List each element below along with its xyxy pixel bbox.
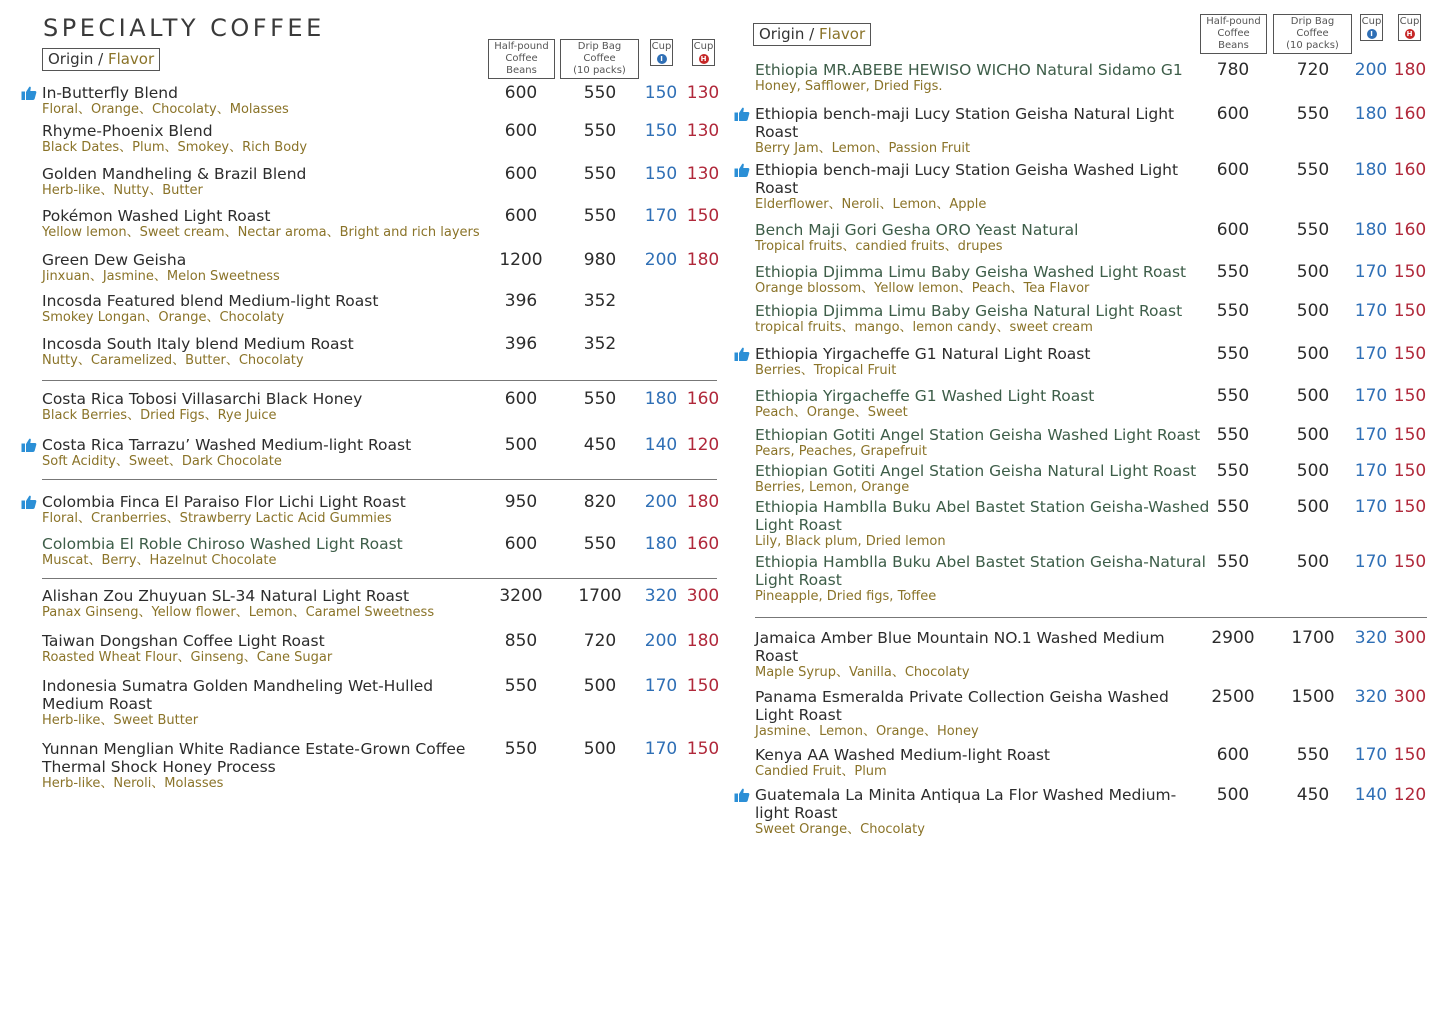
thumbs-up-icon <box>21 437 37 453</box>
price-drip: 550 <box>583 83 617 103</box>
price-half: 2900 <box>1211 628 1255 648</box>
header-cup-hot-right: Cup H <box>1398 14 1421 41</box>
price-half: 396 <box>504 291 538 311</box>
menu-item <box>755 61 1210 95</box>
price-ice: 170 <box>1354 386 1388 406</box>
flavor-notes: Sweet Orange、Chocolaty <box>755 822 925 837</box>
ice-icon: I <box>1367 29 1377 39</box>
flavor-notes: Floral、Cranberries、Strawberry Lactic Acid Gummies <box>42 511 392 526</box>
price-drip: 500 <box>1296 344 1330 364</box>
price-ice: 150 <box>644 121 678 141</box>
menu-item <box>42 292 472 326</box>
header-cup-hot-left: Cup H <box>692 39 715 66</box>
price-hot: 150 <box>1393 344 1427 364</box>
price-drip: 550 <box>583 164 617 184</box>
coffee-name: Kenya AA Washed Medium-light Roast <box>755 746 1051 764</box>
price-drip: 500 <box>583 739 617 759</box>
price-drip: 500 <box>1296 552 1330 572</box>
price-hot: 150 <box>1393 301 1427 321</box>
thumbs-up-icon <box>734 162 750 178</box>
menu-item <box>755 746 1210 780</box>
menu-item <box>42 436 472 470</box>
coffee-name: Taiwan Dongshan Coffee Light Roast <box>42 632 325 650</box>
header-drip-bag-left: Drip Bag Coffee (10 packs) <box>560 39 639 79</box>
price-half: 600 <box>504 121 538 141</box>
price-hot: 120 <box>1393 785 1427 805</box>
price-drip: 450 <box>583 435 617 455</box>
coffee-name: Incosda Featured blend Medium-light Roast <box>42 292 379 310</box>
flavor-notes: Jasmine、Lemon、Orange、Honey <box>755 724 979 739</box>
price-drip: 450 <box>1296 785 1330 805</box>
price-ice: 140 <box>644 435 678 455</box>
flavor-notes: Black Dates、Plum、Smokey、Rich Body <box>42 140 308 155</box>
flavor-notes: Herb-like、Nutty、Butter <box>42 183 203 198</box>
menu-item <box>42 207 480 241</box>
menu-item <box>42 587 472 621</box>
price-ice: 140 <box>1354 785 1388 805</box>
price-hot: 120 <box>686 435 720 455</box>
price-drip: 500 <box>583 676 617 696</box>
coffee-name: Ethiopia Yirgacheffe G1 Washed Light Roast <box>755 387 1095 405</box>
price-half: 550 <box>1216 344 1250 364</box>
price-hot: 150 <box>1393 262 1427 282</box>
coffee-name: Bench Maji Gori Gesha ORO Yeast Natural <box>755 221 1079 239</box>
coffee-name: Indonesia Sumatra Golden Mandheling Wet-Hulled Medium Roast <box>42 677 434 713</box>
flavor-notes: Pears, Peaches, Grapefruit <box>755 444 927 459</box>
menu-item <box>755 462 1210 496</box>
flavor-notes: Maple Syrup、Vanilla、Chocolaty <box>755 665 970 680</box>
price-ice: 150 <box>644 83 678 103</box>
price-hot: 130 <box>686 164 720 184</box>
price-hot: 150 <box>1393 552 1427 572</box>
price-ice: 320 <box>1354 628 1388 648</box>
price-hot: 300 <box>1393 628 1427 648</box>
menu-item <box>755 498 1210 550</box>
menu-item <box>755 263 1210 297</box>
price-drip: 720 <box>583 631 617 651</box>
menu-item <box>755 105 1210 157</box>
thumbs-up-icon <box>734 346 750 362</box>
price-half: 396 <box>504 334 538 354</box>
origin-flavor-legend-left <box>42 48 160 71</box>
flavor-notes: Muscat、Berry、Hazelnut Chocolate <box>42 553 277 568</box>
price-drip: 1700 <box>1291 628 1335 648</box>
price-ice: 320 <box>644 586 678 606</box>
menu-item <box>755 302 1210 336</box>
legend-origin: Origin <box>759 25 805 43</box>
price-half: 3200 <box>499 586 543 606</box>
header-cup-ice-left: Cup I <box>650 39 673 66</box>
coffee-name: Costa Rica Tobosi Villasarchi Black Honey <box>42 390 363 408</box>
thumbs-up-icon <box>21 85 37 101</box>
menu-item <box>42 632 472 666</box>
legend-origin: Origin <box>48 50 94 68</box>
flavor-notes: Soft Acidity、Sweet、Dark Chocolate <box>42 454 282 469</box>
header-cup-ice-right: Cup I <box>1360 14 1383 41</box>
coffee-name: Ethiopia Hamblla Buku Abel Bastet Station Geisha-Washed Light Roast <box>755 498 1210 534</box>
price-drip: 550 <box>1296 160 1330 180</box>
menu-item <box>755 345 1210 379</box>
flavor-notes: Peach、Orange、Sweet <box>755 405 908 420</box>
coffee-name: Colombia Finca El Paraiso Flor Lichi Light Roast <box>42 493 406 511</box>
flavor-notes: Berries, Lemon, Orange <box>755 480 910 495</box>
menu-item <box>42 740 472 792</box>
price-half: 2500 <box>1211 687 1255 707</box>
menu-item <box>42 122 472 156</box>
flavor-notes: Berries、Tropical Fruit <box>755 363 897 378</box>
divider <box>755 617 1427 618</box>
price-ice: 170 <box>1354 552 1388 572</box>
price-drip: 352 <box>583 291 617 311</box>
price-half: 550 <box>504 676 538 696</box>
price-half: 600 <box>504 206 538 226</box>
price-ice: 170 <box>644 739 678 759</box>
menu-item <box>42 493 472 527</box>
coffee-name: In-Butterfly Blend <box>42 84 178 102</box>
menu-item <box>42 251 472 285</box>
menu-item <box>755 688 1210 740</box>
menu-item <box>755 161 1210 213</box>
flavor-notes: Yellow lemon、Sweet cream、Nectar aroma、Bright and rich layers <box>42 225 480 240</box>
flavor-notes: Honey, Safflower, Dried Figs. <box>755 79 943 94</box>
price-drip: 500 <box>1296 386 1330 406</box>
price-drip: 1500 <box>1291 687 1335 707</box>
divider <box>42 380 717 381</box>
price-ice: 200 <box>644 250 678 270</box>
coffee-name: Ethiopia Yirgacheffe G1 Natural Light Roast <box>755 345 1091 363</box>
price-hot: 150 <box>1393 425 1427 445</box>
price-hot: 180 <box>686 492 720 512</box>
price-half: 600 <box>504 534 538 554</box>
price-half: 600 <box>504 83 538 103</box>
price-drip: 500 <box>1296 425 1330 445</box>
price-hot: 150 <box>1393 461 1427 481</box>
price-drip: 1700 <box>578 586 622 606</box>
legend-flavor: Flavor <box>107 50 155 68</box>
price-drip: 980 <box>583 250 617 270</box>
price-hot: 130 <box>686 121 720 141</box>
header-drip-bag-right: Drip Bag Coffee (10 packs) <box>1273 14 1352 54</box>
price-ice: 150 <box>644 164 678 184</box>
price-half: 550 <box>1216 425 1250 445</box>
coffee-name: Rhyme-Phoenix Blend <box>42 122 213 140</box>
coffee-name: Guatemala La Minita Antiqua La Flor Washed Medium-light Roast <box>755 786 1177 822</box>
price-drip: 550 <box>1296 220 1330 240</box>
flavor-notes: Roasted Wheat Flour、Ginseng、Cane Sugar <box>42 650 333 665</box>
flavor-notes: Black Berries、Dried Figs、Rye Juice <box>42 408 277 423</box>
price-ice: 200 <box>644 492 678 512</box>
price-drip: 500 <box>1296 461 1330 481</box>
price-hot: 180 <box>686 250 720 270</box>
flavor-notes: Pineapple, Dried figs, Toffee <box>755 589 937 604</box>
price-ice: 170 <box>644 206 678 226</box>
coffee-name: Ethiopian Gotiti Angel Station Geisha Natural Light Roast <box>755 462 1197 480</box>
flavor-notes: Tropical fruits、candied fruits、drupes <box>755 239 1003 254</box>
price-half: 600 <box>1216 220 1250 240</box>
price-half: 600 <box>504 389 538 409</box>
menu-item <box>42 390 472 424</box>
price-ice: 170 <box>1354 262 1388 282</box>
price-half: 500 <box>1216 785 1250 805</box>
coffee-name: Ethiopia bench-maji Lucy Station Geisha Washed Light Roast <box>755 161 1179 197</box>
flavor-notes: Elderflower、Neroli、Lemon、Apple <box>755 197 987 212</box>
price-ice: 170 <box>1354 461 1388 481</box>
price-hot: 160 <box>1393 220 1427 240</box>
menu-item <box>755 426 1210 460</box>
header-half-pound-right: Half-pound Coffee Beans <box>1200 14 1267 54</box>
price-hot: 150 <box>686 739 720 759</box>
menu-item <box>42 535 472 569</box>
header-half-pound-left: Half-pound Coffee Beans <box>488 39 555 79</box>
price-drip: 550 <box>583 389 617 409</box>
price-half: 600 <box>1216 745 1250 765</box>
coffee-name: Pokémon Washed Light Roast <box>42 207 271 225</box>
flavor-notes: Panax Ginseng、Yellow flower、Lemon、Caramel Sweetness <box>42 605 435 620</box>
flavor-notes: Herb-like、Sweet Butter <box>42 713 199 728</box>
coffee-name: Ethiopia bench-maji Lucy Station Geisha Natural Light Roast <box>755 105 1175 141</box>
price-hot: 160 <box>686 534 720 554</box>
ice-icon: I <box>657 54 667 64</box>
coffee-name: Panama Esmeralda Private Collection Geisha Washed Light Roast <box>755 688 1169 724</box>
price-half: 550 <box>1216 262 1250 282</box>
price-half: 600 <box>1216 104 1250 124</box>
flavor-notes: Candied Fruit、Plum <box>755 764 887 779</box>
price-ice: 170 <box>1354 745 1388 765</box>
coffee-name: Jamaica Amber Blue Mountain NO.1 Washed Medium Roast <box>755 629 1165 665</box>
menu-item <box>755 629 1210 681</box>
price-ice: 180 <box>644 534 678 554</box>
coffee-name: Ethiopia Hamblla Buku Abel Bastet Station Geisha-Natural Light Roast <box>755 553 1206 589</box>
legend-slash: / <box>804 25 819 43</box>
coffee-name: Green Dew Geisha <box>42 251 187 269</box>
price-ice: 320 <box>1354 687 1388 707</box>
menu-item <box>42 677 472 729</box>
price-drip: 352 <box>583 334 617 354</box>
hot-icon: H <box>699 54 709 64</box>
price-hot: 300 <box>1393 687 1427 707</box>
divider <box>42 479 717 480</box>
price-ice: 180 <box>1354 160 1388 180</box>
price-hot: 160 <box>1393 160 1427 180</box>
price-ice: 200 <box>644 631 678 651</box>
flavor-notes: Orange blossom、Yellow lemon、Peach、Tea Flavor <box>755 281 1090 296</box>
price-half: 550 <box>1216 386 1250 406</box>
coffee-name: Alishan Zou Zhuyuan SL-34 Natural Light Roast <box>42 587 410 605</box>
price-half: 780 <box>1216 60 1250 80</box>
price-hot: 150 <box>1393 745 1427 765</box>
menu-item <box>755 786 1210 838</box>
price-hot: 160 <box>686 389 720 409</box>
price-half: 850 <box>504 631 538 651</box>
price-half: 550 <box>1216 461 1250 481</box>
coffee-name: Incosda South Italy blend Medium Roast <box>42 335 354 353</box>
menu-item <box>755 553 1210 605</box>
coffee-name: Costa Rica Tarrazu’ Washed Medium-light Roast <box>42 436 412 454</box>
price-drip: 550 <box>583 121 617 141</box>
price-hot: 160 <box>1393 104 1427 124</box>
menu-item <box>755 221 1210 255</box>
flavor-notes: tropical fruits、mango、lemon candy、sweet cream <box>755 320 1093 335</box>
price-hot: 150 <box>686 206 720 226</box>
origin-flavor-legend-right <box>753 23 871 46</box>
flavor-notes: Herb-like、Neroli、Molasses <box>42 776 224 791</box>
price-drip: 500 <box>1296 301 1330 321</box>
flavor-notes: Smokey Longan、Orange、Chocolaty <box>42 310 285 325</box>
coffee-name: Colombia El Roble Chiroso Washed Light Roast <box>42 535 403 553</box>
menu-item <box>42 84 472 118</box>
coffee-name: Ethiopian Gotiti Angel Station Geisha Washed Light Roast <box>755 426 1201 444</box>
price-hot: 180 <box>686 631 720 651</box>
price-hot: 150 <box>1393 497 1427 517</box>
price-half: 550 <box>1216 301 1250 321</box>
price-ice: 170 <box>1354 425 1388 445</box>
price-drip: 720 <box>1296 60 1330 80</box>
price-ice: 200 <box>1354 60 1388 80</box>
flavor-notes: Berry Jam、Lemon、Passion Fruit <box>755 141 971 156</box>
price-drip: 550 <box>1296 745 1330 765</box>
thumbs-up-icon <box>21 494 37 510</box>
price-half: 950 <box>504 492 538 512</box>
price-drip: 500 <box>1296 497 1330 517</box>
price-half: 550 <box>1216 552 1250 572</box>
price-drip: 550 <box>583 534 617 554</box>
coffee-name: Ethiopia Djimma Limu Baby Geisha Washed Light Roast <box>755 263 1187 281</box>
flavor-notes: Floral、Orange、Chocolaty、Molasses <box>42 102 289 117</box>
price-half: 500 <box>504 435 538 455</box>
menu-item <box>42 165 472 199</box>
price-drip: 820 <box>583 492 617 512</box>
flavor-notes: Jinxuan、Jasmine、Melon Sweetness <box>42 269 280 284</box>
coffee-name: Golden Mandheling & Brazil Blend <box>42 165 307 183</box>
price-hot: 150 <box>1393 386 1427 406</box>
price-hot: 130 <box>686 83 720 103</box>
price-hot: 180 <box>1393 60 1427 80</box>
price-ice: 180 <box>1354 104 1388 124</box>
menu-item <box>755 387 1210 421</box>
price-half: 1200 <box>499 250 543 270</box>
thumbs-up-icon <box>734 106 750 122</box>
flavor-notes: Nutty、Caramelized、Butter、Chocolaty <box>42 353 304 368</box>
flavor-notes: Lily, Black plum, Dried lemon <box>755 534 946 549</box>
price-ice: 180 <box>1354 220 1388 240</box>
coffee-name: Ethiopia MR.ABEBE HEWISO WICHO Natural Sidamo G1 <box>755 61 1183 79</box>
price-half: 550 <box>504 739 538 759</box>
legend-slash: / <box>93 50 108 68</box>
price-drip: 550 <box>1296 104 1330 124</box>
thumbs-up-icon <box>734 787 750 803</box>
price-ice: 180 <box>644 389 678 409</box>
divider <box>42 578 717 579</box>
page-title: SPECIALTY COFFEE <box>43 14 325 42</box>
price-ice: 170 <box>1354 344 1388 364</box>
hot-icon: H <box>1405 29 1415 39</box>
legend-flavor: Flavor <box>818 25 866 43</box>
menu-item <box>42 335 472 369</box>
price-half: 600 <box>504 164 538 184</box>
coffee-name: Yunnan Menglian White Radiance Estate-Grown Coffee Thermal Shock Honey Process <box>42 740 466 776</box>
price-half: 600 <box>1216 160 1250 180</box>
price-hot: 150 <box>686 676 720 696</box>
price-ice: 170 <box>1354 301 1388 321</box>
coffee-name: Ethiopia Djimma Limu Baby Geisha Natural Light Roast <box>755 302 1183 320</box>
price-drip: 550 <box>583 206 617 226</box>
price-ice: 170 <box>1354 497 1388 517</box>
price-ice: 170 <box>644 676 678 696</box>
price-half: 550 <box>1216 497 1250 517</box>
price-hot: 300 <box>686 586 720 606</box>
price-drip: 500 <box>1296 262 1330 282</box>
